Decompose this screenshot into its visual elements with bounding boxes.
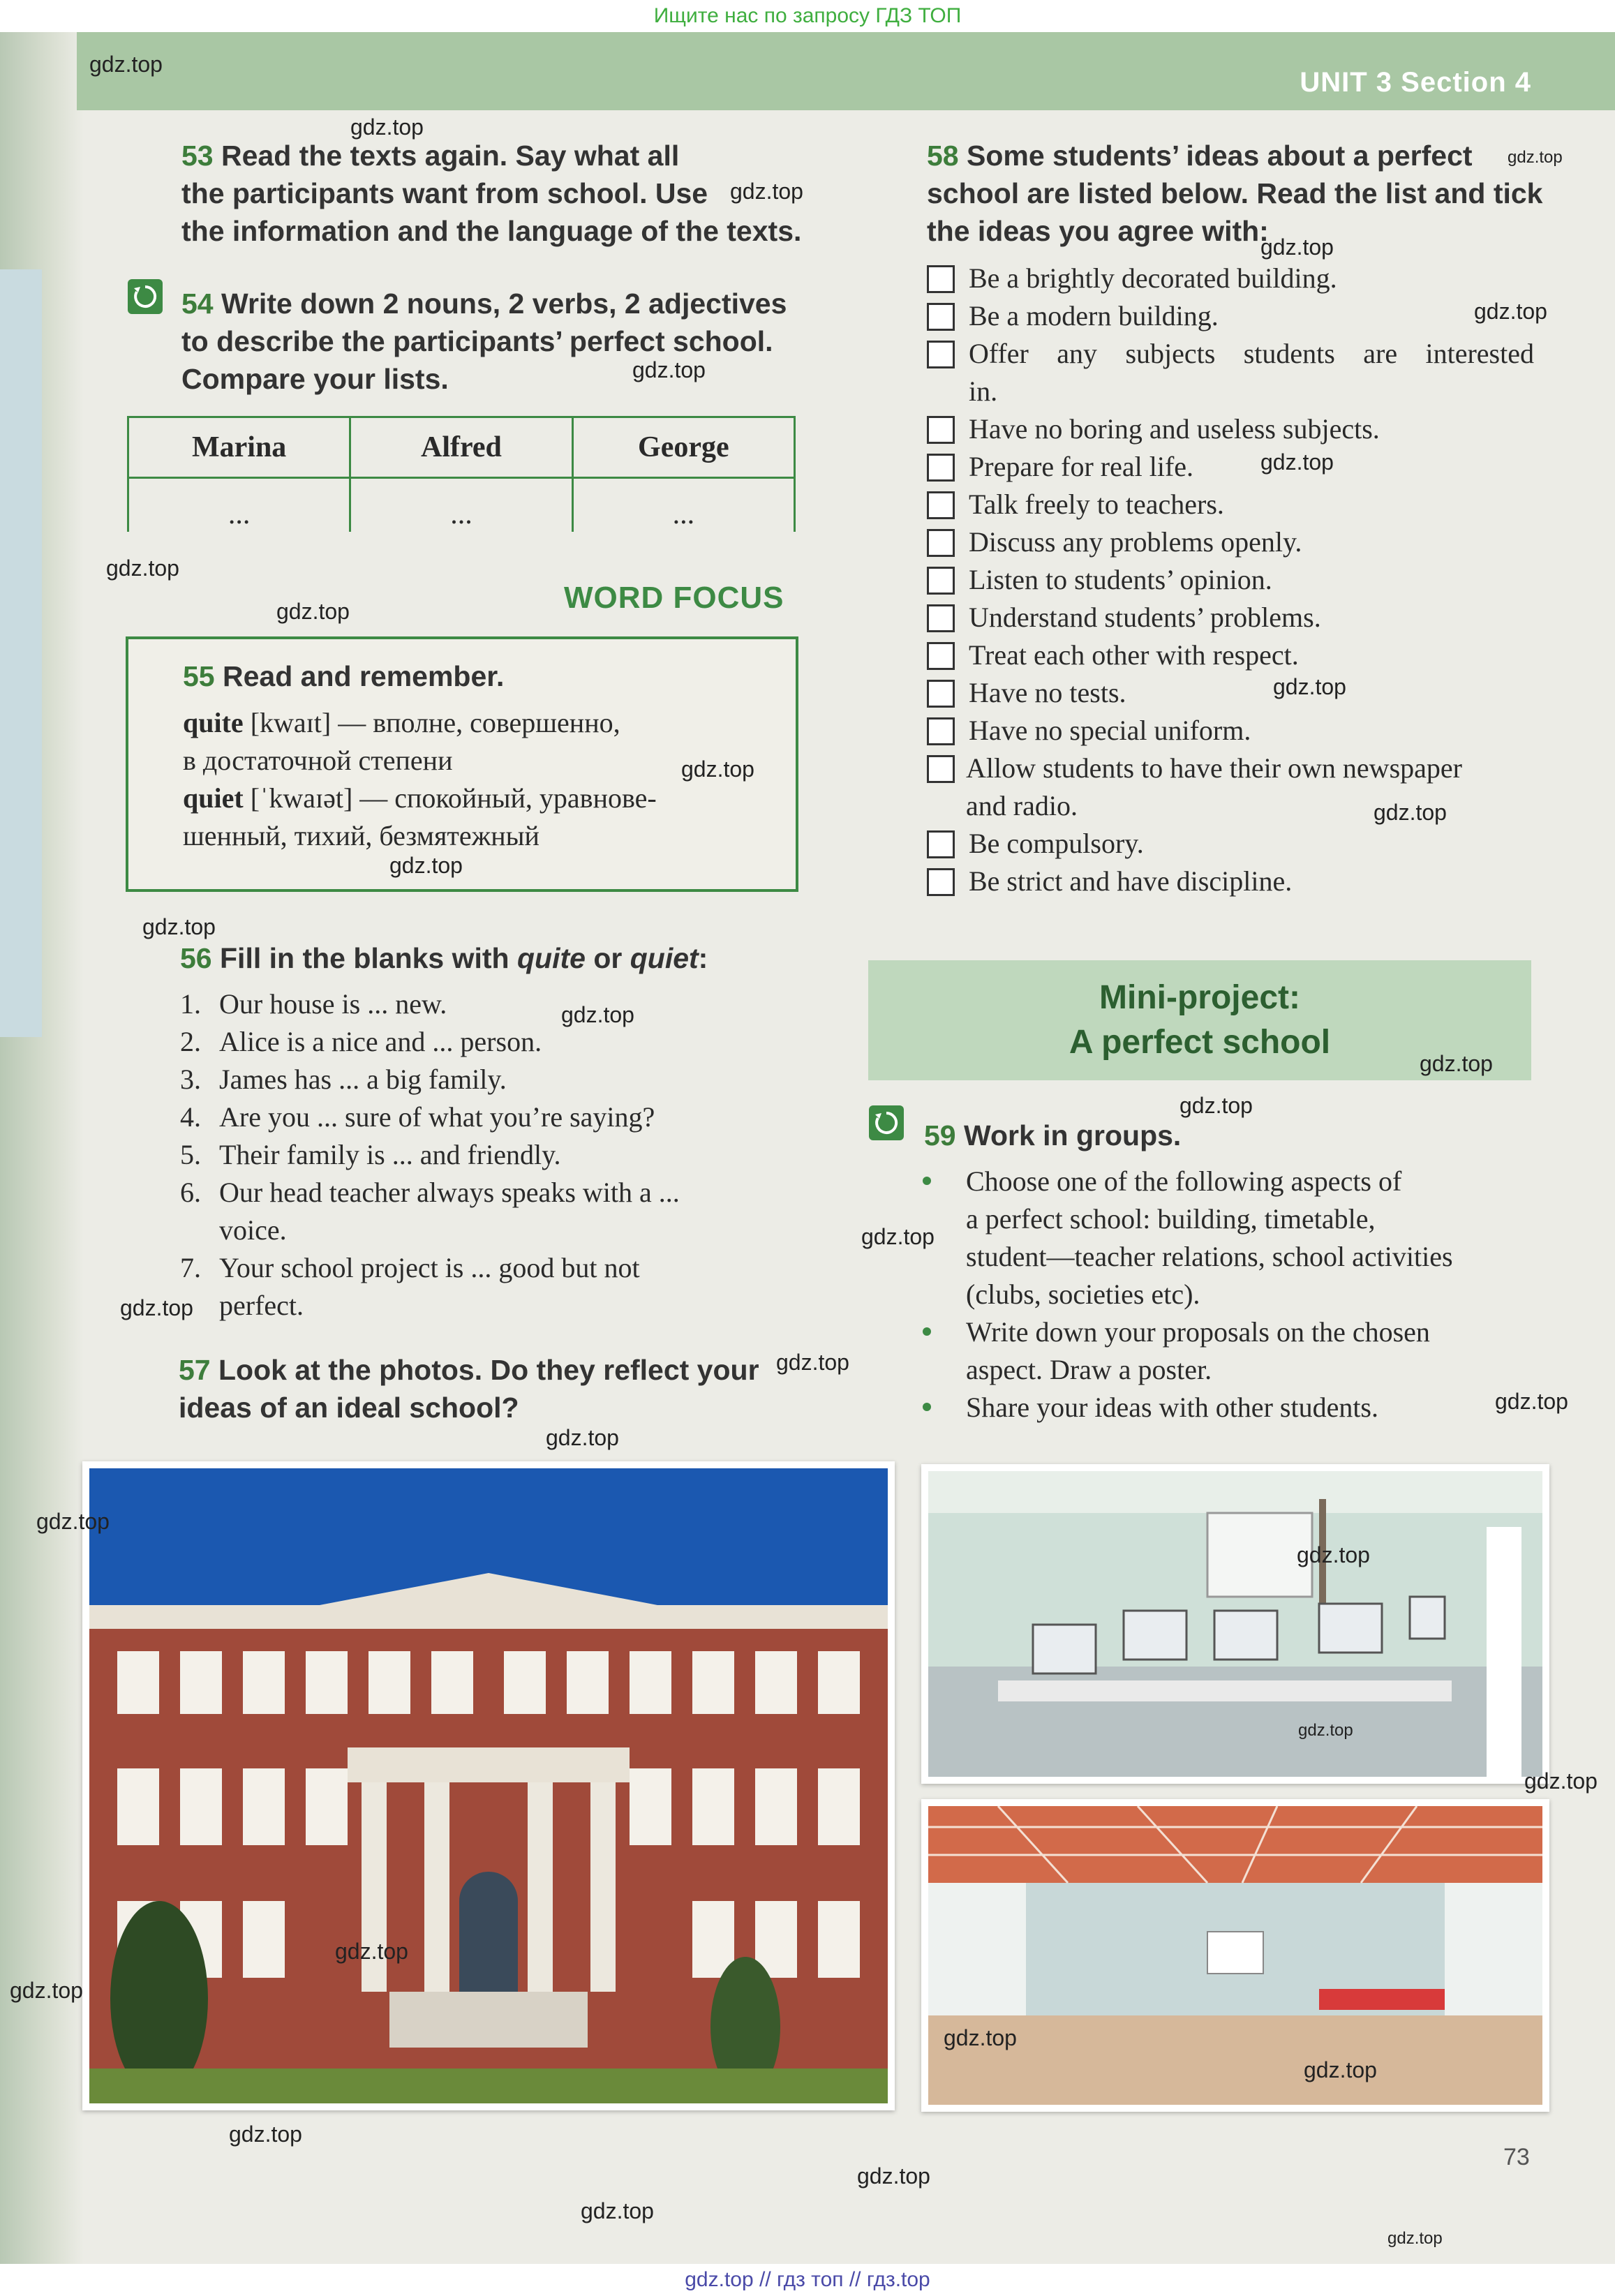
watermark: gdz.top <box>1179 1093 1253 1118</box>
list-item: 7. Your school project is ... good but not <box>180 1252 640 1283</box>
definition-quiet <box>183 780 776 817</box>
idea-item: Understand students’ problems. <box>969 602 1321 633</box>
watermark: gdz.top <box>1260 449 1334 475</box>
watermark: gdz.top <box>857 2163 930 2189</box>
idea-item: Offer any subjects students are interested <box>969 338 1534 369</box>
bullet <box>923 1327 931 1336</box>
watermark: gdz.top <box>1260 234 1334 260</box>
tick-checkbox[interactable] <box>927 755 955 783</box>
idea-item: Be compulsory. <box>969 828 1144 859</box>
definition-quite <box>183 705 776 741</box>
word-focus-heading: WORD FOCUS <box>564 581 784 615</box>
task-title: Fill in the blanks with <box>220 942 517 974</box>
list-item: perfect. <box>219 1290 304 1321</box>
task-title: Read and remember. <box>223 660 505 692</box>
table-cell: ... <box>128 478 350 532</box>
keyword: quite <box>517 942 586 974</box>
watermark: gdz.top <box>681 756 754 782</box>
list-item: 2. Alice is a nice and ... person. <box>180 1026 542 1057</box>
bullet-text: Choose one of the following aspects of a perfect school: building, timetable, student—teacher relations, school activities (clubs, societies etc). <box>966 1165 1453 1310</box>
watermark: gdz.top <box>1298 1721 1353 1740</box>
task-number: 58 <box>927 140 959 172</box>
watermark: gdz.top <box>142 914 216 939</box>
watermark: gdz.top <box>276 599 350 624</box>
tick-checkbox[interactable] <box>927 830 955 858</box>
task-text-line: the participants want from school. Use <box>181 177 708 209</box>
tick-checkbox[interactable] <box>927 567 955 595</box>
watermark: gdz.top <box>546 1425 619 1450</box>
table-cell: ... <box>350 478 572 532</box>
idea-item: Have no tests. <box>969 677 1126 708</box>
task-56 <box>180 939 708 977</box>
tick-checkbox[interactable] <box>927 642 955 670</box>
tick-checkbox[interactable] <box>927 680 955 708</box>
watermark: gdz.top <box>36 1509 110 1534</box>
keyword: quiet <box>630 942 699 974</box>
watermark: gdz.top <box>730 179 803 204</box>
watermark: gdz.top <box>389 853 463 878</box>
watermark: gdz.top <box>776 1350 849 1375</box>
task-text-line: Look at the photos. Do they reflect your <box>218 1354 759 1386</box>
task-55 <box>183 657 504 695</box>
task-number: 59 <box>924 1119 956 1151</box>
task-58 <box>927 137 1555 250</box>
task-number: 53 <box>181 140 214 172</box>
task-text-line: school are listed below. Read the list and tick <box>927 177 1543 209</box>
idea-item: Discuss any problems openly. <box>969 526 1302 558</box>
table-header: Marina <box>128 417 350 478</box>
idea-item-continued: and radio. <box>966 790 1078 821</box>
task-number: 55 <box>183 660 215 692</box>
task-54 <box>181 285 810 398</box>
watermark: gdz.top <box>1374 800 1447 825</box>
task-text-line: Some students’ ideas about a perfect <box>967 140 1473 172</box>
bottom-site-links[interactable]: gdz.top // гдз топ // гдз.top <box>685 2268 930 2291</box>
idea-item: Have no special uniform. <box>969 715 1251 746</box>
idea-item: Be a brightly decorated building. <box>969 262 1337 294</box>
computer-classroom-photo <box>921 1464 1549 1784</box>
list-item: 3. James has ... a big family. <box>180 1064 507 1095</box>
definition-line: шенный, тихий, безмятежный <box>183 820 539 851</box>
headword: quite <box>183 707 244 738</box>
bullet-text: Write down your proposals on the chosen aspect. Draw a poster. <box>966 1316 1430 1385</box>
page-gutter <box>0 32 84 2264</box>
list-item: 5. Their family is ... and friendly. <box>180 1139 561 1170</box>
watermark: gdz.top <box>1508 148 1563 167</box>
table-header: Alfred <box>350 417 572 478</box>
idea-item: Treat each other with respect. <box>969 639 1299 671</box>
mini-project-subtitle: A perfect school <box>1069 1024 1331 1061</box>
watermark: gdz.top <box>335 1939 408 1964</box>
watermark: gdz.top <box>561 1002 634 1027</box>
task-text-line: ideas of an ideal school? <box>179 1392 519 1424</box>
definition-line: в достаточной степени <box>183 745 453 776</box>
bullet-text: Share your ideas with other students. <box>966 1392 1378 1423</box>
task-number: 56 <box>180 942 212 974</box>
watermark: gdz.top <box>1387 2229 1443 2248</box>
task-number: 57 <box>179 1354 211 1386</box>
idea-item: Allow students to have their own newspaper <box>966 752 1462 784</box>
watermark: gdz.top <box>632 357 706 382</box>
list-item: 4. Are you ... sure of what you’re saying? <box>180 1101 655 1133</box>
idea-item: Prepare for real life. <box>969 451 1194 482</box>
watermark: gdz.top <box>350 114 424 140</box>
watermark: gdz.top <box>1304 2057 1377 2082</box>
tick-checkbox[interactable] <box>927 341 955 368</box>
definition-text: [ˈkwaɪət] — спокойный, уравнове- <box>243 782 657 814</box>
task-text-line: Compare your lists. <box>181 363 449 395</box>
group-work-icon <box>869 1105 904 1140</box>
idea-item: Be a modern building. <box>969 300 1219 331</box>
list-item: voice. <box>219 1214 287 1246</box>
watermark: gdz.top <box>1297 1542 1370 1567</box>
task-59 <box>924 1117 1181 1154</box>
idea-item: Listen to students’ opinion. <box>969 564 1272 595</box>
bullet <box>923 1177 931 1185</box>
tick-checkbox[interactable] <box>927 265 955 293</box>
unit-section-label: UNIT 3 Section 4 <box>1300 67 1531 98</box>
tick-checkbox[interactable] <box>927 604 955 632</box>
tick-checkbox[interactable] <box>927 717 955 745</box>
task-text-line: the information and the language of the texts. <box>181 215 802 247</box>
idea-item: Talk freely to teachers. <box>969 489 1224 520</box>
bullet <box>923 1403 931 1411</box>
task-title: Work in groups. <box>964 1119 1182 1151</box>
list-item: 6. Our head teacher always speaks with a ... <box>180 1177 680 1208</box>
tick-checkbox[interactable] <box>927 454 955 482</box>
tick-checkbox[interactable] <box>927 303 955 331</box>
watermark: gdz.top <box>581 2198 654 2223</box>
participants-table <box>127 416 796 532</box>
task-text-line: Read the texts again. Say what all <box>221 140 680 172</box>
page-number: 73 <box>1503 2144 1530 2170</box>
tick-checkbox[interactable] <box>927 491 955 519</box>
task-text-line: to describe the participants’ perfect school. <box>181 325 773 357</box>
task-title: : <box>698 942 708 974</box>
top-search-link[interactable]: Ищите нас по запросу ГДЗ ТОП <box>653 4 962 27</box>
task-57 <box>179 1351 807 1426</box>
task-title: or <box>585 942 630 974</box>
tick-checkbox[interactable] <box>927 416 955 444</box>
task-number: 54 <box>181 288 214 320</box>
table-cell: ... <box>572 478 794 532</box>
mini-project-title: Mini-project: <box>1099 979 1300 1016</box>
tick-checkbox[interactable] <box>927 868 955 896</box>
headword: quiet <box>183 782 244 814</box>
watermark: gdz.top <box>229 2122 302 2147</box>
watermark: gdz.top <box>89 52 163 77</box>
task-text-line: Write down 2 nouns, 2 verbs, 2 adjectives <box>221 288 787 320</box>
group-work-icon <box>128 279 163 314</box>
watermark: gdz.top <box>1474 299 1547 324</box>
watermark: gdz.top <box>1495 1389 1568 1414</box>
definition-text: [kwaɪt] — вполне, совершенно, <box>243 707 620 738</box>
school-gym-photo <box>921 1799 1549 2112</box>
watermark: gdz.top <box>861 1224 935 1249</box>
task-text-line: the ideas you agree with: <box>927 215 1269 247</box>
list-item: 1. Our house is ... new. <box>180 988 447 1020</box>
watermark: gdz.top <box>10 1978 83 2003</box>
tick-checkbox[interactable] <box>927 529 955 557</box>
watermark: gdz.top <box>1524 1768 1598 1794</box>
task-53 <box>181 137 810 250</box>
idea-item-continued: in. <box>969 375 998 407</box>
idea-item: Be strict and have discipline. <box>969 865 1293 897</box>
school-building-photo <box>82 1461 895 2110</box>
table-header: George <box>572 417 794 478</box>
watermark: gdz.top <box>1420 1051 1493 1076</box>
idea-item: Have no boring and useless subjects. <box>969 413 1380 445</box>
watermark: gdz.top <box>944 2025 1017 2050</box>
watermark: gdz.top <box>120 1295 193 1320</box>
watermark: gdz.top <box>1273 674 1346 699</box>
watermark: gdz.top <box>106 556 179 581</box>
